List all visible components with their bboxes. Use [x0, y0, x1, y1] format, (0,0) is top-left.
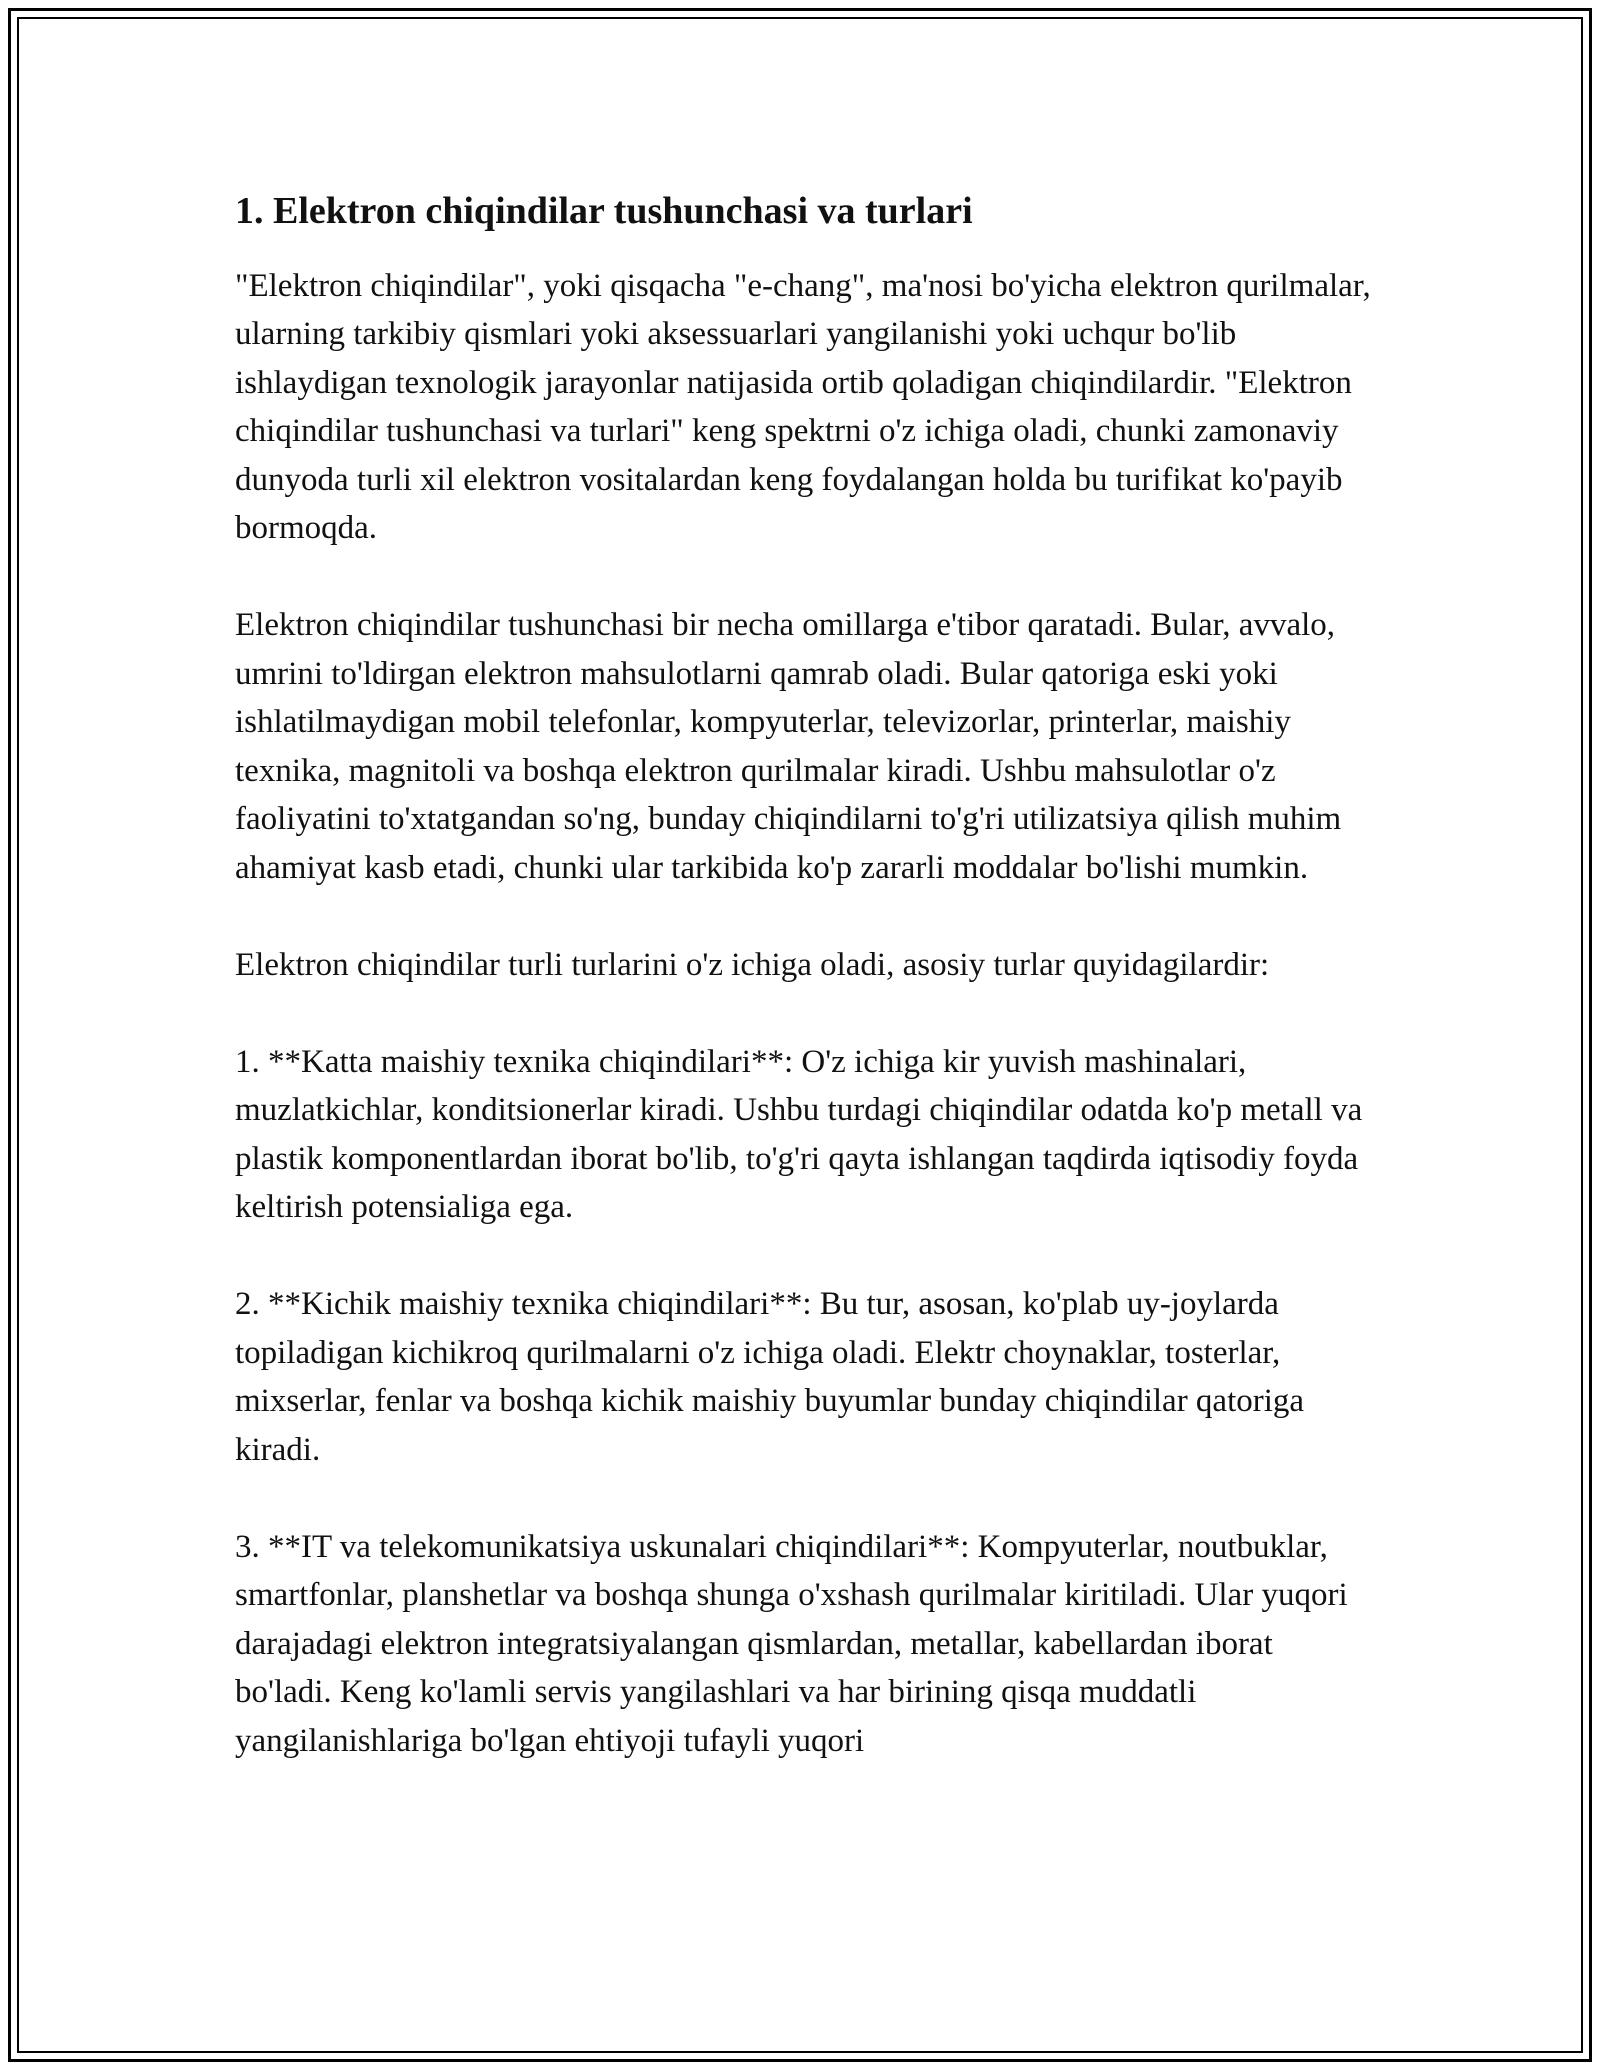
list-item-large-appliances: 1. **Katta maishiy texnika chiqindilari**: O'z ichiga kir yuvish mashinalari, muzlatkichlar, konditsionerlar kiradi. Ushbu turdagi chiqindilar odatda ko'p metall va plastik komponentlardan iborat bo'lib, to'g'ri qayta ishlangan taqdirda iqtisodiy foyda keltirish potensialiga ega.: [235, 1043, 1363, 1225]
paragraph-concept: Elektron chiqindilar tushunchasi bir necha omillarga e'tibor qaratadi. Bular, avvalo, umrini to'ldirgan elektron mahsulotlarni qamrab oladi. Bular qatoriga eski yoki ishlatilmaydigan mobil telefonlar, kompyuterlar, televizorlar, printerlar, maishiy texnika, magnitoli va boshqa elektron qurilmalar kiradi. Ushbu mahsulotlar o'z faoliyatini to'xtatgandan so'ng, bunday chiqindilarni to'g'ri utilizatsiya qilish muhim ahamiyat kasb etadi, chunki ular tarkibida ko'p zararli moddalar bo'lishi mumkin.: [235, 607, 1342, 886]
paragraph-intro: "Elektron chiqindilar", yoki qisqacha "e-chang", ma'nosi bo'yicha elektron qurilmalar, ularning tarkibiy qismlari yoki aksessuarlari yangilanishi yoki uchqur bo'lib ishlaydigan texnologik jarayonlar natijasida ortib qoladigan chiqindilardir. "Elektron chiqindilar tushunchasi va turlari" keng spektrni o'z ichiga oladi, chunki zamonaviy dunyoda turli xil elektron vositalardan keng foydalangan holda bu turifikat ko'payib bormoqda.: [235, 267, 1371, 546]
list-item-small-appliances: 2. **Kichik maishiy texnika chiqindilari**: Bu tur, asosan, ko'plab uy-joylarda topiladigan kichikroq qurilmalarni o'z ichiga oladi. Elektr choynaklar, tosterlar, mixserlar, fenlar va boshqa kichik maishiy buyumlar bunday chiqindilar qatoriga kiradi.: [235, 1286, 1305, 1468]
list-item-it-telecom: 3. **IT va telekomunikatsiya uskunalari chiqindilari**: Kompyuterlar, noutbuklar, smartfonlar, planshetlar va boshqa shunga o'xshash qurilmalar kiritiladi. Ular yuqori darajadagi elektron integratsiyalangan qismlardan, metallar, kabellardan iborat bo'ladi. Keng ko'lamli servis yangilashlari va har birining qisqa muddatli yangilanishlariga bo'lgan ehtiyoji tufayli yuqori: [235, 1528, 1348, 1759]
section-heading: 1. Elektron chiqindilar tushunchasi va turlari: [235, 190, 973, 232]
paragraph-types-intro: Elektron chiqindilar turli turlarini o'z ichiga oladi, asosiy turlar quyidagilardir:: [235, 946, 1270, 983]
document-body: [235, 188, 1375, 1765]
